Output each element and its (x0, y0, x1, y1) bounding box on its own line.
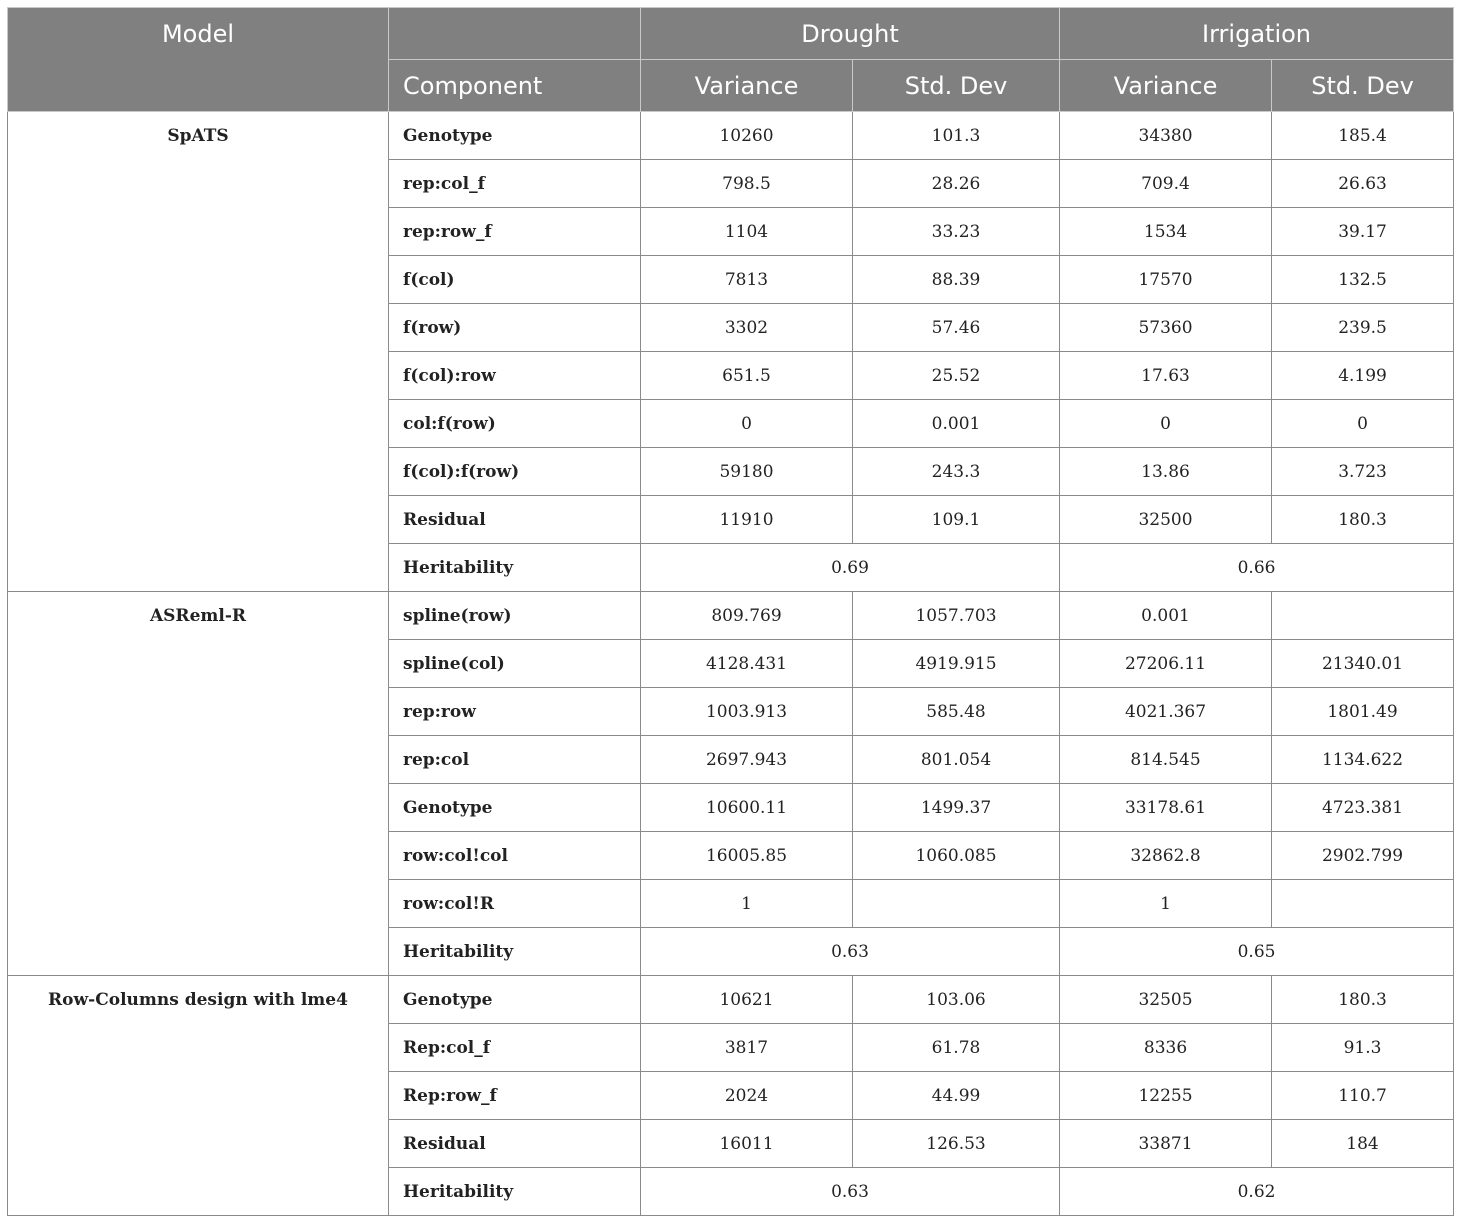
heritability-irrigation-value: 0.62 (1060, 1168, 1454, 1216)
drought-stddev-cell: 109.1 (853, 496, 1060, 544)
component-cell: row:col!R (389, 880, 641, 928)
drought-variance-cell: 798.5 (641, 160, 853, 208)
irrigation-stddev-cell: 1801.49 (1272, 688, 1454, 736)
table-header (8, 8, 1454, 112)
heritability-label: Heritability (389, 1168, 641, 1216)
model-name-cell: SpATS (8, 112, 389, 592)
heritability-drought-value: 0.69 (641, 544, 1060, 592)
component-cell: Residual (389, 1120, 641, 1168)
irrigation-variance-cell: 32862.8 (1060, 832, 1272, 880)
irrigation-stddev-cell: 239.5 (1272, 304, 1454, 352)
drought-variance-cell: 1104 (641, 208, 853, 256)
irrigation-variance-cell: 1534 (1060, 208, 1272, 256)
heritability-irrigation-value: 0.66 (1060, 544, 1454, 592)
irrigation-variance-header: Variance (1060, 60, 1272, 112)
drought-variance-cell: 651.5 (641, 352, 853, 400)
heritability-irrigation-value: 0.65 (1060, 928, 1454, 976)
variance-components-table (7, 7, 1454, 1216)
drought-stddev-cell: 28.26 (853, 160, 1060, 208)
irrigation-stddev-header: Std. Dev (1272, 60, 1454, 112)
table-row (8, 592, 1454, 640)
irrigation-variance-cell: 0.001 (1060, 592, 1272, 640)
drought-variance-cell: 0 (641, 400, 853, 448)
component-cell: rep:row (389, 688, 641, 736)
drought-variance-cell: 16005.85 (641, 832, 853, 880)
table-row (8, 112, 1454, 160)
irrigation-stddev-cell: 180.3 (1272, 496, 1454, 544)
drought-header: Drought (641, 8, 1060, 60)
drought-variance-cell: 7813 (641, 256, 853, 304)
model-header: Model (8, 8, 389, 112)
irrigation-variance-cell: 814.545 (1060, 736, 1272, 784)
drought-stddev-cell: 4919.915 (853, 640, 1060, 688)
irrigation-variance-cell: 8336 (1060, 1024, 1272, 1072)
drought-stddev-cell: 801.054 (853, 736, 1060, 784)
irrigation-stddev-cell: 21340.01 (1272, 640, 1454, 688)
component-cell: Residual (389, 496, 641, 544)
component-header: Component (389, 60, 641, 112)
drought-stddev-cell: 0.001 (853, 400, 1060, 448)
irrigation-stddev-cell: 185.4 (1272, 112, 1454, 160)
table-row (8, 976, 1454, 1024)
drought-stddev-cell: 88.39 (853, 256, 1060, 304)
component-cell: Rep:row_f (389, 1072, 641, 1120)
drought-stddev-cell: 1057.703 (853, 592, 1060, 640)
irrigation-variance-cell: 57360 (1060, 304, 1272, 352)
heritability-drought-value: 0.63 (641, 928, 1060, 976)
heritability-drought-value: 0.63 (641, 1168, 1060, 1216)
component-cell: Rep:col_f (389, 1024, 641, 1072)
model-name-cell: ASReml-R (8, 592, 389, 976)
drought-stddev-cell: 1499.37 (853, 784, 1060, 832)
component-cell: spline(row) (389, 592, 641, 640)
drought-variance-cell: 3302 (641, 304, 853, 352)
component-cell: rep:col (389, 736, 641, 784)
drought-variance-cell: 1 (641, 880, 853, 928)
component-cell: f(col):f(row) (389, 448, 641, 496)
irrigation-stddev-cell: 39.17 (1272, 208, 1454, 256)
component-cell: spline(col) (389, 640, 641, 688)
irrigation-variance-cell: 0 (1060, 400, 1272, 448)
irrigation-variance-cell: 4021.367 (1060, 688, 1272, 736)
drought-variance-cell: 11910 (641, 496, 853, 544)
model-name-cell: Row-Columns design with lme4 (8, 976, 389, 1216)
component-cell: f(col):row (389, 352, 641, 400)
table-body (8, 112, 1454, 1216)
irrigation-stddev-cell: 4.199 (1272, 352, 1454, 400)
drought-stddev-cell: 61.78 (853, 1024, 1060, 1072)
heritability-label: Heritability (389, 928, 641, 976)
drought-variance-cell: 10260 (641, 112, 853, 160)
drought-variance-cell: 2697.943 (641, 736, 853, 784)
component-cell: col:f(row) (389, 400, 641, 448)
drought-stddev-cell: 103.06 (853, 976, 1060, 1024)
drought-stddev-header: Std. Dev (853, 60, 1060, 112)
irrigation-stddev-cell: 110.7 (1272, 1072, 1454, 1120)
component-header-spacer (389, 8, 641, 60)
irrigation-stddev-cell (1272, 592, 1454, 640)
drought-variance-cell: 16011 (641, 1120, 853, 1168)
irrigation-stddev-cell: 26.63 (1272, 160, 1454, 208)
irrigation-stddev-cell: 2902.799 (1272, 832, 1454, 880)
drought-stddev-cell: 126.53 (853, 1120, 1060, 1168)
irrigation-variance-cell: 1 (1060, 880, 1272, 928)
irrigation-stddev-cell: 3.723 (1272, 448, 1454, 496)
irrigation-variance-cell: 32505 (1060, 976, 1272, 1024)
component-cell: row:col!col (389, 832, 641, 880)
component-cell: Genotype (389, 784, 641, 832)
component-cell: Genotype (389, 112, 641, 160)
irrigation-stddev-cell: 1134.622 (1272, 736, 1454, 784)
component-cell: rep:row_f (389, 208, 641, 256)
drought-variance-cell: 3817 (641, 1024, 853, 1072)
drought-stddev-cell (853, 880, 1060, 928)
drought-variance-header: Variance (641, 60, 853, 112)
irrigation-stddev-cell: 0 (1272, 400, 1454, 448)
irrigation-variance-cell: 17570 (1060, 256, 1272, 304)
irrigation-variance-cell: 17.63 (1060, 352, 1272, 400)
drought-stddev-cell: 585.48 (853, 688, 1060, 736)
irrigation-stddev-cell: 91.3 (1272, 1024, 1454, 1072)
drought-variance-cell: 809.769 (641, 592, 853, 640)
drought-stddev-cell: 101.3 (853, 112, 1060, 160)
drought-stddev-cell: 44.99 (853, 1072, 1060, 1120)
irrigation-stddev-cell (1272, 880, 1454, 928)
drought-variance-cell: 1003.913 (641, 688, 853, 736)
irrigation-variance-cell: 27206.11 (1060, 640, 1272, 688)
drought-stddev-cell: 25.52 (853, 352, 1060, 400)
component-cell: f(row) (389, 304, 641, 352)
irrigation-variance-cell: 34380 (1060, 112, 1272, 160)
drought-variance-cell: 2024 (641, 1072, 853, 1120)
drought-variance-cell: 59180 (641, 448, 853, 496)
drought-stddev-cell: 1060.085 (853, 832, 1060, 880)
irrigation-variance-cell: 33871 (1060, 1120, 1272, 1168)
irrigation-stddev-cell: 180.3 (1272, 976, 1454, 1024)
irrigation-stddev-cell: 4723.381 (1272, 784, 1454, 832)
irrigation-stddev-cell: 132.5 (1272, 256, 1454, 304)
irrigation-stddev-cell: 184 (1272, 1120, 1454, 1168)
component-cell: rep:col_f (389, 160, 641, 208)
drought-variance-cell: 10621 (641, 976, 853, 1024)
irrigation-variance-cell: 13.86 (1060, 448, 1272, 496)
component-cell: Genotype (389, 976, 641, 1024)
drought-stddev-cell: 57.46 (853, 304, 1060, 352)
irrigation-variance-cell: 709.4 (1060, 160, 1272, 208)
heritability-label: Heritability (389, 544, 641, 592)
drought-stddev-cell: 33.23 (853, 208, 1060, 256)
irrigation-variance-cell: 32500 (1060, 496, 1272, 544)
irrigation-header: Irrigation (1060, 8, 1454, 60)
drought-variance-cell: 10600.11 (641, 784, 853, 832)
drought-stddev-cell: 243.3 (853, 448, 1060, 496)
irrigation-variance-cell: 33178.61 (1060, 784, 1272, 832)
irrigation-variance-cell: 12255 (1060, 1072, 1272, 1120)
drought-variance-cell: 4128.431 (641, 640, 853, 688)
component-cell: f(col) (389, 256, 641, 304)
